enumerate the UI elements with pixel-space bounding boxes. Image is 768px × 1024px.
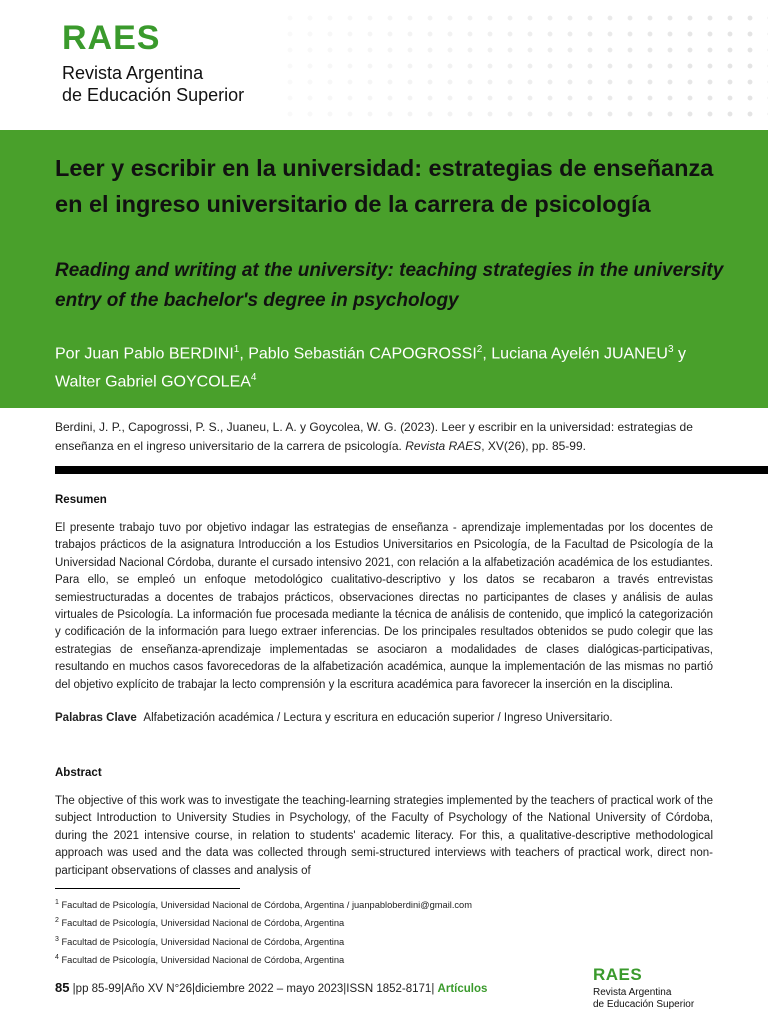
footnote-divider — [55, 888, 240, 889]
footer-issue: Año XV N°26 — [124, 983, 192, 995]
authors-prefix: Por — [55, 345, 80, 363]
page-number: 85 — [55, 980, 70, 995]
citation-journal: Revista RAES — [405, 439, 482, 453]
footer-section: Artículos — [437, 983, 488, 995]
author-footnote-mark: 3 — [667, 344, 674, 355]
author-list: Por Juan Pablo BERDINI$^1$, Pablo Sebastián CAPOGROSSI$^2$, Luciana Ayelén JUANEU$^3$ y Walter Gabriel GOYCOLEA$^4$ — [55, 344, 686, 391]
resumen-body: El presente trabajo tuvo por objetivo indagar las estrategias de enseñanza - aprendizaje implementadas por los docentes de trabajos prácticos de la asignatura Introducción a los Estudios Universitarios en Psicología, de la Facultad de Psicología de la Universidad Nacional Córdoba, durante el cursado intensivo 2021, con relación a la alfabetización académica de los estudiantes. Para ello, se empleó un enfoque metodológico cualitativo-descriptivo y los datos se recabaron a través entrevistas semiestructuradas a docentes de trabajos prácticos, observaciones directas no participantes de clases y análisis de aulas virtuales de Psicología. La información fue procesada mediante la técnica de análisis de contenido, que implicó la categorización y codificación de la información para luego extraer inferencias. De los principales resultados obtenidos se pudo colegir que las estrategias de enseñanza-aprendizaje implementadas se asociaron a modalidades de clases dialógicas-participativas, resultando en muchos casos favorecedoras de la alfabetización académica, aunque la implementación de las mismas no partió del objetivo explícito de trabajar la lecto comprensión y la escritura académica para favorecer la inserción en la disciplina. — [55, 522, 713, 691]
keywords-label: Palabras Clave — [55, 712, 137, 724]
author-footnote-mark: 1 — [233, 344, 240, 355]
author-name: Juan Pablo BERDINI — [84, 345, 234, 363]
resumen-heading: Resumen — [55, 494, 107, 506]
author-name: Walter Gabriel GOYCOLEA — [55, 373, 251, 391]
author-footnote-mark: 4 — [250, 372, 257, 384]
section-divider — [55, 466, 768, 474]
footer-issn: ISSN 1852-8171 — [346, 983, 432, 995]
footnote-item: $^4$ Facultad de Psicología, Universidad Nacional de Córdoba, Argentina — [55, 953, 345, 965]
footer-logo — [593, 965, 723, 1011]
footer-period: diciembre 2022 – mayo 2023 — [194, 983, 344, 995]
author-footnote-mark: 2 — [476, 344, 483, 355]
footnote-item: $^2$ Facultad de Psicología, Universidad Nacional de Córdoba, Argentina — [55, 917, 345, 929]
footer-logo-line1: Revista Argentina — [593, 987, 672, 998]
journal-header — [0, 0, 768, 130]
journal-logo — [62, 20, 244, 106]
logo-subtitle-line2: de Educación Superior — [62, 85, 245, 105]
logo-wordmark: RAES — [62, 19, 161, 57]
footer-logo-line2: de Educación Superior — [593, 999, 695, 1010]
footnote-item: $^3$ Facultad de Psicología, Universidad Nacional de Córdoba, Argentina — [55, 935, 345, 947]
footnote-item: $^1$ Facultad de Psicología, Universidad Nacional de Córdoba, Argentina / juanpabloberdini@gmail.com — [55, 899, 472, 911]
abstract-body: The objective of this work was to investigate the teaching-learning strategies implemented by the teachers of practical work of the subject Introduction to University Studies in Psychology, of the Faculty of Psychology of the National University of Córdoba, during the 2021 intensive course, in relation to students' academic literacy. For this, a qualitative-descriptive methodological approach was used and the data was collected through semi-structured interviews with teachers of practical work, direct non-participant observations of classes and analysis of — [55, 795, 713, 877]
keywords-text: Alfabetización académica / Lectura y escritura en educación superior / Ingreso Universitario. — [143, 712, 613, 724]
article-title-spanish: Leer y escribir en la universidad: estrategias de enseñanza en el ingreso universitario de la carrera de psicología — [55, 155, 714, 217]
author-name: Pablo Sebastián CAPOGROSSI — [248, 345, 477, 363]
article-citation: Berdini, J. P., Capogrossi, P. S., Juaneu, L. A. y Goycolea, W. G. (2023). Leer y escribir en la universidad: estrategias de enseñanza en el ingreso universitario de la carrera de psicología. Revista RAES, XV(26), pp. 85-99. — [55, 420, 693, 453]
article-title-english: Reading and writing at the university: teaching strategies in the university entry of the bachelor's degree in psychology — [55, 260, 724, 311]
keywords-line — [55, 710, 713, 727]
author-name: Luciana Ayelén JUANEU — [491, 345, 668, 363]
abstract-heading: Abstract — [55, 767, 102, 779]
page-footer: 85 |pp 85-99|Año XV N°26|diciembre 2022 – mayo 2023|ISSN 1852-8171| Artículos — [55, 980, 488, 995]
footer-pages: pp 85-99 — [75, 983, 122, 995]
logo-subtitle-line1: Revista Argentina — [62, 63, 204, 83]
footnotes — [55, 895, 655, 968]
footer-logo-wordmark: RAES — [593, 965, 643, 984]
